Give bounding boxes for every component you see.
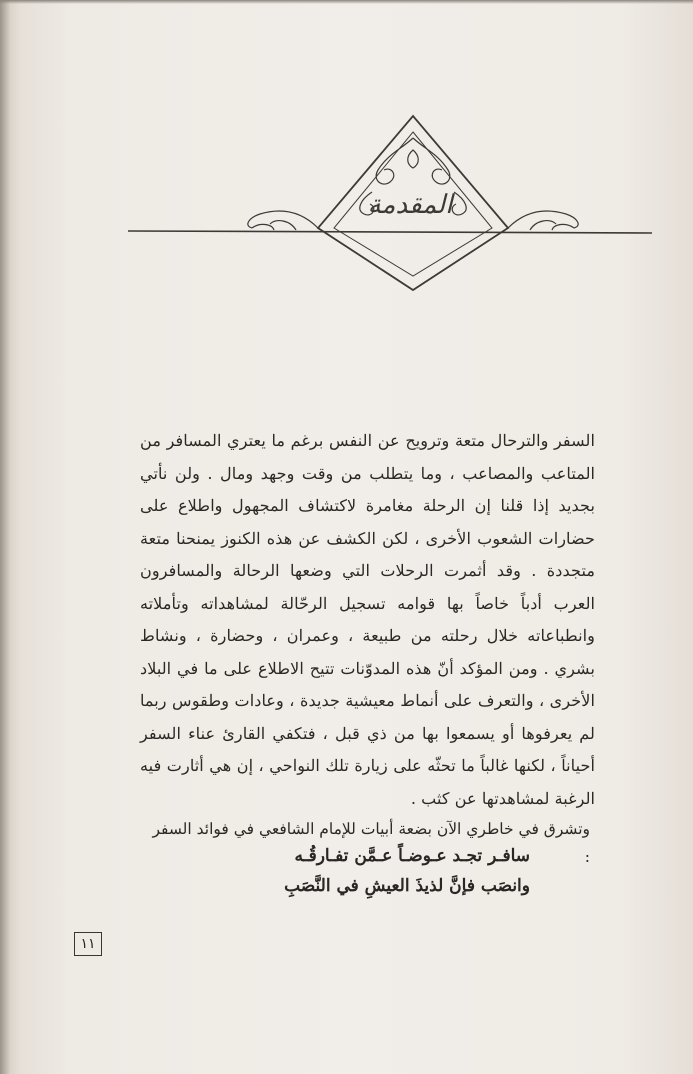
page-number: ١١: [74, 932, 102, 956]
body-paragraph: [140, 425, 595, 815]
chapter-title: المقدمة: [367, 190, 453, 220]
page-edge-shadow: [0, 0, 10, 1074]
page-top-shadow: [0, 0, 693, 4]
poem-verse-1: سافـر تجـد عـوضـاً عـمَّن تفـارقُـه: [294, 846, 530, 866]
poem-verse-2: وانصَب فإنَّ لذيذَ العيشِ في النَّصَبِ: [284, 876, 530, 896]
paragraph-text: السفر والترحال متعة وترويح عن النفس برغم ما يعتري المسافر من المتاعب والمصاعب ، وما يتطلب من وقت وجهد ومال . ولن نأتي بجديد إذا قلنا إن الرحلة مغامرة لاكتشاف المجهول واطلاع على حضارات الشعوب الأخرى ، لكن الكشف عن هذه الكنوز يمنحنا متعة متجددة . وقد أثمرت الرحلات التي وضعها الرحالة والمسافرون العرب أدباً خاصاً بها قوامه تسجيل الرحّالة لمشاهداته وتأملاته وانطباعاته خلال رحلته من طبيعة ، وعمران ، وحضارة ، ونشاط بشري . ومن المؤكد أنّ هذه المدوّنات تتيح الاطلاع على ما في البلاد الأخرى ، والتعرف على أنماط معيشية جديدة ، وعادات وطقوس ربما لم يعرفوها أو يسمعوا بها من ذي قبل ، فتكفي القارئ عناء السفر أحياناً ، لكنها غالباً ما تحثّه على زيارة تلك النواحي ، إن هي أثارت فيه الرغبة لمشاهدتها عن كثب .: [140, 431, 595, 808]
poem-intro: وتشرق في خاطري الآن بضعة أبيات للإمام الشافعي في فوائد السفر :: [152, 820, 590, 866]
